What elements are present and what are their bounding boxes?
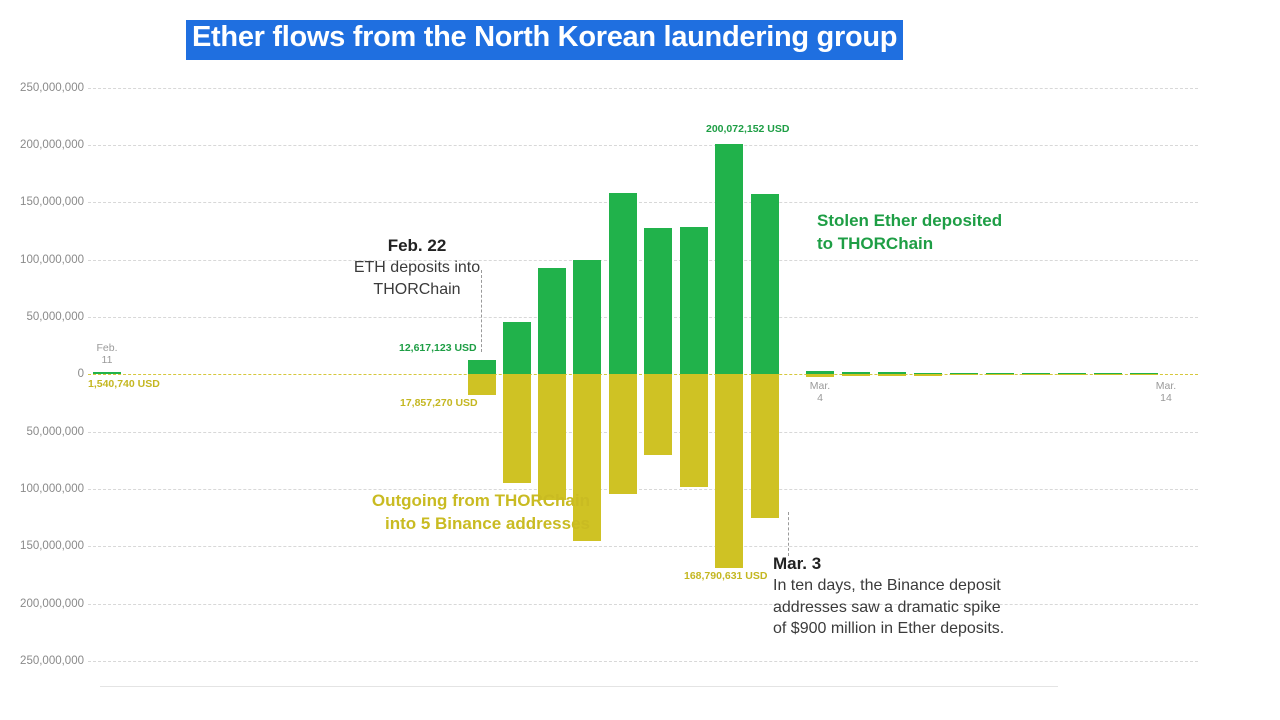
value-label-feb22-green: 12,617,123 USD xyxy=(399,342,477,354)
bar-positive xyxy=(680,227,708,374)
gridline xyxy=(88,145,1198,146)
bar-negative xyxy=(1094,374,1122,375)
value-label-mar1-green: 200,072,152 USD xyxy=(706,123,790,135)
legend-green-line2: to THORChain xyxy=(817,233,934,253)
bar-positive xyxy=(468,360,496,374)
bar-negative xyxy=(644,374,672,455)
page-title: Ether flows from the North Korean laundering group xyxy=(192,21,898,53)
gridline xyxy=(88,546,1198,547)
bar-positive xyxy=(715,144,743,374)
leader-line-mar3 xyxy=(788,512,789,556)
bar-positive xyxy=(503,322,531,374)
gridline xyxy=(88,88,1198,89)
value-label-feb11: 1,540,740 USD xyxy=(88,378,160,390)
bar-negative xyxy=(842,374,870,376)
bar-positive xyxy=(93,372,121,374)
y-tick-label: 250,000,000 xyxy=(20,655,84,667)
annotation-feb-22-head: Feb. 22 xyxy=(387,236,447,255)
value-label-mar3-yellow: 168,790,631 USD xyxy=(684,570,768,582)
annotation-mar-3-line3: of $900 million in Ether deposits. xyxy=(773,619,1005,637)
y-tick-label: 50,000,000 xyxy=(26,311,84,323)
bar-negative xyxy=(715,374,743,568)
x-tick-label-line2: 4 xyxy=(817,392,823,405)
y-tick-label: 150,000,000 xyxy=(20,540,84,552)
bar-positive xyxy=(644,228,672,374)
annotation-feb-22 xyxy=(332,235,502,300)
legend-green-thorchain xyxy=(817,210,1002,256)
bar-positive xyxy=(751,194,779,374)
y-tick-label: 150,000,000 xyxy=(20,196,84,208)
gridline xyxy=(88,202,1198,203)
legend-yellow-line2: into 5 Binance addresses xyxy=(384,513,590,533)
y-tick-label: 50,000,000 xyxy=(26,426,84,438)
bar-negative xyxy=(1130,374,1158,375)
gridline xyxy=(88,317,1198,318)
x-tick-mar-14 xyxy=(1136,380,1196,404)
x-tick-label-line1: Mar. xyxy=(1155,380,1177,392)
bar-negative xyxy=(1058,374,1086,375)
bar-negative xyxy=(468,374,496,395)
legend-yellow-line1: Outgoing from THORChain xyxy=(371,491,590,510)
legend-green-line1: Stolen Ether deposited xyxy=(817,211,1003,230)
bar-positive xyxy=(573,260,601,374)
bar-negative xyxy=(609,374,637,494)
x-tick-mar-4 xyxy=(790,380,850,404)
gridline xyxy=(88,432,1198,433)
value-label-feb22-yellow: 17,857,270 USD xyxy=(400,397,478,409)
bar-negative xyxy=(950,374,978,375)
annotation-mar-3-line2: addresses saw a dramatic spike xyxy=(773,598,1001,616)
bar-negative xyxy=(680,374,708,487)
x-tick-label-line1: Mar. xyxy=(809,380,831,392)
gridline xyxy=(88,489,1198,490)
x-tick-label-line2: 14 xyxy=(1160,392,1172,405)
footer-divider xyxy=(100,686,1058,687)
bar-negative xyxy=(538,374,566,500)
bar-negative xyxy=(914,374,942,376)
annotation-feb-22-line2: THORChain xyxy=(373,280,461,298)
y-tick-label: 0 xyxy=(77,368,84,380)
annotation-feb-22-line1: ETH deposits into xyxy=(353,259,481,277)
bar-negative xyxy=(878,374,906,376)
y-tick-label: 100,000,000 xyxy=(20,483,84,495)
y-tick-label: 250,000,000 xyxy=(20,82,84,94)
gridline xyxy=(88,661,1198,662)
x-tick-feb-11 xyxy=(77,342,137,366)
chart-title-banner xyxy=(186,20,903,60)
x-tick-label-line1: Feb. xyxy=(96,342,118,354)
gridline xyxy=(88,260,1198,261)
bar-negative xyxy=(986,374,1014,375)
bar-negative xyxy=(1022,374,1050,375)
x-tick-label-line2: 11 xyxy=(101,354,113,367)
y-tick-label: 200,000,000 xyxy=(20,598,84,610)
y-tick-label: 100,000,000 xyxy=(20,254,84,266)
legend-yellow-binance xyxy=(290,490,590,536)
annotation-mar-3-head: Mar. 3 xyxy=(773,554,822,573)
annotation-mar-3 xyxy=(773,553,1103,639)
bar-positive xyxy=(538,268,566,374)
bar-negative xyxy=(503,374,531,483)
bar-negative xyxy=(806,374,834,377)
bar-positive xyxy=(609,193,637,374)
y-tick-label: 200,000,000 xyxy=(20,139,84,151)
annotation-mar-3-line1: In ten days, the Binance deposit xyxy=(773,577,1001,595)
bar-negative xyxy=(751,374,779,518)
